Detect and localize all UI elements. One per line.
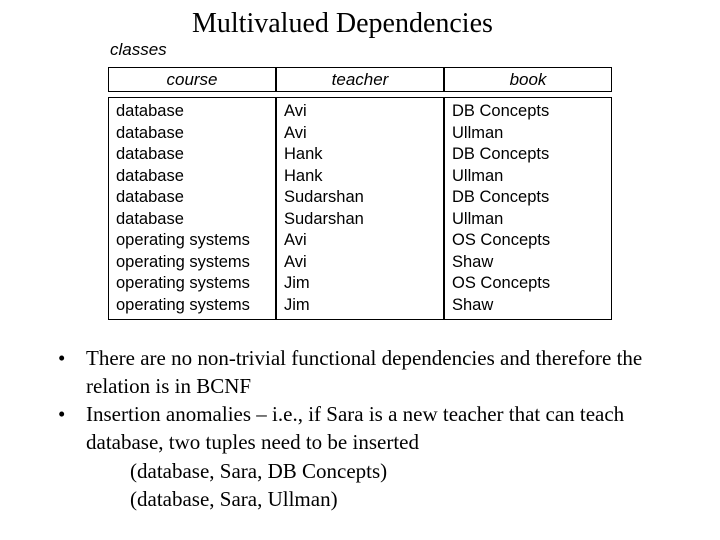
book-cell: DB Concepts xyxy=(452,188,550,206)
bullet-text: Insertion anomalies – i.e., if Sara is a new teacher that can teach database, two tuples need to be inserted xyxy=(86,402,625,454)
teacher-cell: Hank xyxy=(284,145,323,163)
course-cell: database xyxy=(116,102,184,120)
book-cell: OS Concepts xyxy=(452,274,551,292)
bullet-item xyxy=(58,344,678,400)
course-cell: database xyxy=(116,209,184,228)
column-header-course: course xyxy=(108,67,276,92)
column-header-book: book xyxy=(444,67,612,92)
bullet-item xyxy=(58,400,678,456)
course-cell: operating systems xyxy=(116,252,250,271)
teacher-cell: Avi xyxy=(284,231,307,249)
book-cell: DB Concepts xyxy=(452,145,550,163)
book-cell: DB Concepts xyxy=(452,102,550,120)
book-cell: Ullman xyxy=(452,123,504,142)
teacher-cell: Jim xyxy=(284,274,310,292)
course-column xyxy=(108,97,276,320)
bullet-icon: • xyxy=(58,346,66,370)
course-cell: database xyxy=(116,123,184,142)
bullet-text: There are no non-trivial functional dependencies and therefore the relation is in BCNF xyxy=(86,346,643,398)
course-cell: database xyxy=(116,145,184,163)
teacher-cell: Avi xyxy=(284,102,307,120)
tuple: (database, Sara, DB Concepts) xyxy=(130,459,388,483)
book-cell: Shaw xyxy=(452,252,494,271)
course-cell: operating systems xyxy=(116,231,250,249)
book-cell: Ullman xyxy=(452,209,504,228)
teacher-cell: Jim xyxy=(284,295,310,314)
teacher-cell: Avi xyxy=(284,252,307,271)
book-cell: Ullman xyxy=(452,166,504,185)
book-cell: OS Concepts xyxy=(452,231,551,249)
bullet-icon: • xyxy=(58,402,66,426)
relation-name: classes xyxy=(110,40,167,59)
course-cell: database xyxy=(116,188,184,206)
teacher-cell: Avi xyxy=(284,123,307,142)
book-cell: Shaw xyxy=(452,295,494,314)
bullet-list xyxy=(58,344,678,456)
tuple-list xyxy=(130,457,387,513)
book-column xyxy=(444,97,612,320)
teacher-column xyxy=(276,97,444,320)
slide-title: Multivalued Dependencies xyxy=(192,8,493,39)
teacher-cell: Sudarshan xyxy=(284,209,364,228)
course-cell: database xyxy=(116,166,184,185)
course-cell: operating systems xyxy=(116,295,250,314)
teacher-cell: Hank xyxy=(284,166,323,185)
course-cell: operating systems xyxy=(116,274,250,292)
column-header-teacher: teacher xyxy=(276,67,444,92)
tuple: (database, Sara, Ullman) xyxy=(130,487,338,511)
teacher-cell: Sudarshan xyxy=(284,188,364,206)
